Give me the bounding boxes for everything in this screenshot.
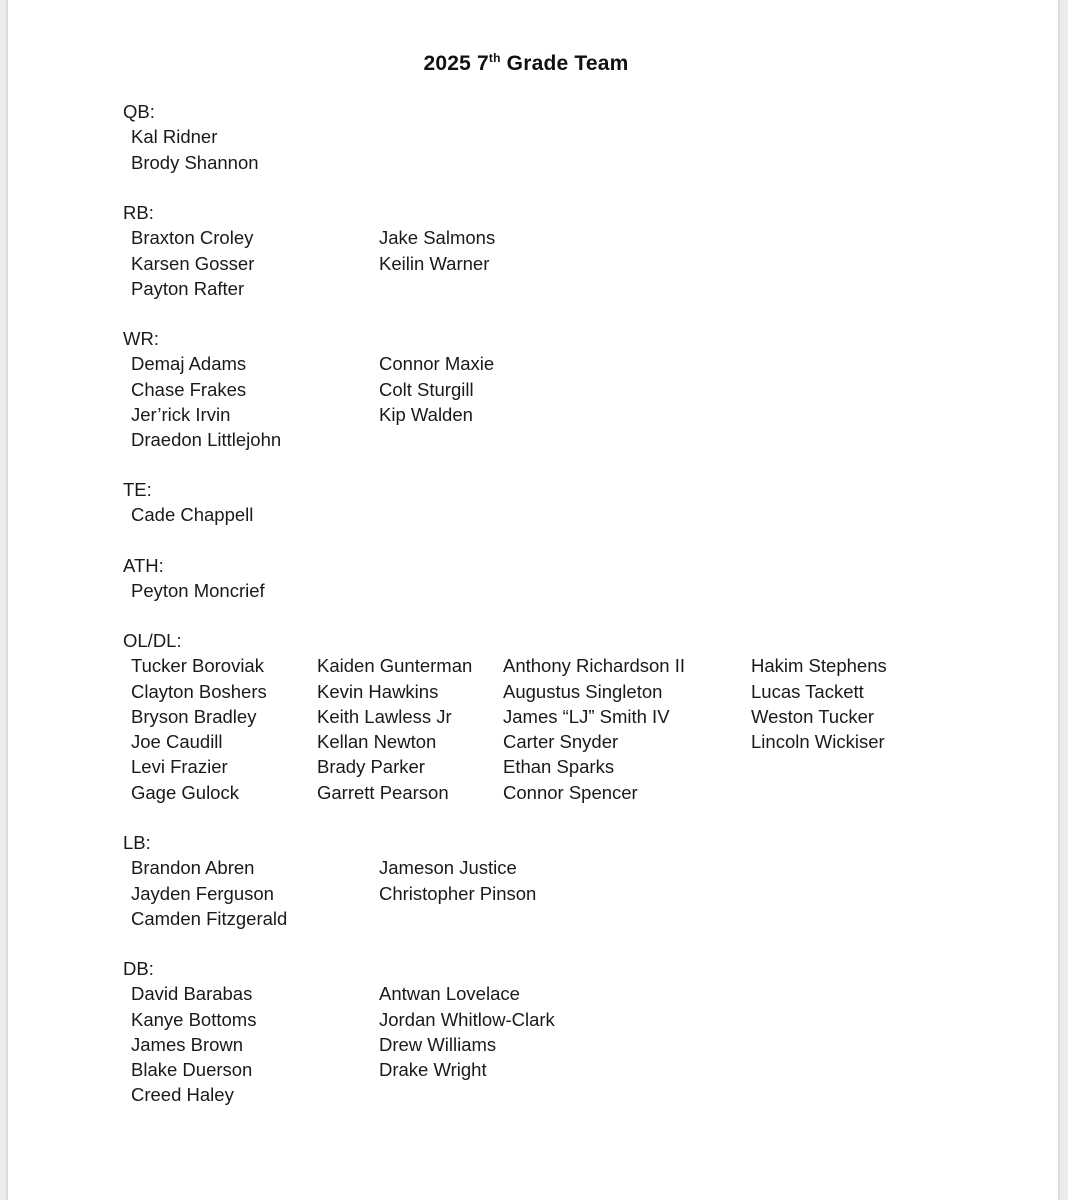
player-name: Jameson Justice	[379, 857, 517, 879]
player-name: Payton Rafter	[131, 277, 245, 299]
roster-column	[751, 653, 887, 754]
player-name: Antwan Lovelace	[379, 983, 520, 1005]
player-name: Creed Haley	[131, 1084, 234, 1106]
player-name: Colt Sturgill	[379, 378, 474, 400]
roster-column	[131, 351, 281, 452]
section-heading: ATH:	[123, 555, 164, 576]
player-name: Draedon Littlejohn	[131, 429, 282, 451]
player-name: Garrett Pearson	[317, 781, 449, 803]
player-name: Karsen Gosser	[131, 252, 255, 274]
roster-column	[131, 225, 254, 301]
player-name: James “LJ” Smith IV	[503, 705, 670, 727]
player-name: Kanye Bottoms	[131, 1008, 257, 1030]
section-heading: DB:	[123, 958, 154, 979]
section-heading: RB:	[123, 202, 154, 223]
player-name: Cade Chappell	[131, 504, 254, 526]
section-te	[123, 477, 254, 526]
player-name: Blake Duerson	[131, 1059, 253, 1081]
player-name: Anthony Richardson II	[503, 655, 686, 677]
player-name: Drew Williams	[379, 1033, 497, 1055]
section-heading: OL/DL:	[123, 630, 182, 651]
player-name: Hakim Stephens	[751, 655, 887, 677]
player-name: Connor Maxie	[379, 353, 495, 375]
player-name: Kip Walden	[379, 403, 473, 425]
player-name: Tucker Boroviak	[131, 655, 264, 677]
player-name: Kevin Hawkins	[317, 680, 439, 702]
player-name: Carter Snyder	[503, 731, 619, 753]
player-name: Brady Parker	[317, 756, 425, 778]
player-name: Lincoln Wickiser	[751, 731, 885, 753]
section-db	[123, 956, 555, 1106]
player-name: Camden Fitzgerald	[131, 907, 288, 929]
player-name: Chase Frakes	[131, 378, 247, 400]
roster-column	[131, 653, 267, 805]
section-ol-dl	[123, 628, 887, 803]
player-name: Drake Wright	[379, 1059, 487, 1081]
player-name: Connor Spencer	[503, 781, 638, 803]
roster-column	[131, 578, 265, 603]
player-name: Weston Tucker	[751, 705, 875, 727]
roster-column	[131, 124, 259, 175]
player-name: Christopher Pinson	[379, 882, 537, 904]
player-name: Joe Caudill	[131, 731, 223, 753]
roster-column	[379, 225, 495, 276]
section-rb	[123, 200, 496, 299]
roster-column	[379, 351, 494, 427]
player-name: Keith Lawless Jr	[317, 705, 452, 727]
player-name: Kellan Newton	[317, 731, 437, 753]
player-name: Lucas Tackett	[751, 680, 864, 702]
player-name: Peyton Moncrief	[131, 580, 265, 602]
player-name: Braxton Croley	[131, 227, 254, 249]
roster-column	[131, 981, 256, 1107]
player-name: Bryson Bradley	[131, 705, 257, 727]
player-name: Jer’rick Irvin	[131, 403, 231, 425]
roster-column	[379, 855, 536, 906]
roster-column	[503, 653, 685, 805]
section-wr	[123, 326, 495, 451]
section-ath	[123, 553, 265, 602]
section-lb	[123, 830, 537, 929]
player-name: Gage Gulock	[131, 781, 239, 803]
section-heading: QB:	[123, 101, 155, 122]
player-name: Jordan Whitlow-Clark	[379, 1008, 555, 1030]
roster-column	[317, 653, 472, 805]
player-name: Ethan Sparks	[503, 756, 615, 778]
player-name: Brandon Abren	[131, 857, 255, 879]
section-qb	[123, 99, 259, 173]
section-heading: WR:	[123, 328, 159, 349]
player-name: Jayden Ferguson	[131, 882, 274, 904]
player-name: James Brown	[131, 1033, 244, 1055]
player-name: Brody Shannon	[131, 151, 259, 173]
section-heading: LB:	[123, 832, 151, 853]
player-name: Augustus Singleton	[503, 680, 663, 702]
section-heading: TE:	[123, 479, 152, 500]
player-name: David Barabas	[131, 983, 253, 1005]
player-name: Kaiden Gunterman	[317, 655, 473, 677]
player-name: Levi Frazier	[131, 756, 228, 778]
player-name: Jake Salmons	[379, 227, 496, 249]
player-name: Demaj Adams	[131, 353, 247, 375]
roster-column	[131, 855, 287, 931]
page-title: 2025 7th Grade Team	[423, 51, 629, 75]
player-name: Kal Ridner	[131, 126, 218, 148]
roster-column	[131, 502, 253, 527]
roster-column	[379, 981, 555, 1082]
player-name: Clayton Boshers	[131, 680, 267, 702]
player-name: Keilin Warner	[379, 252, 490, 274]
